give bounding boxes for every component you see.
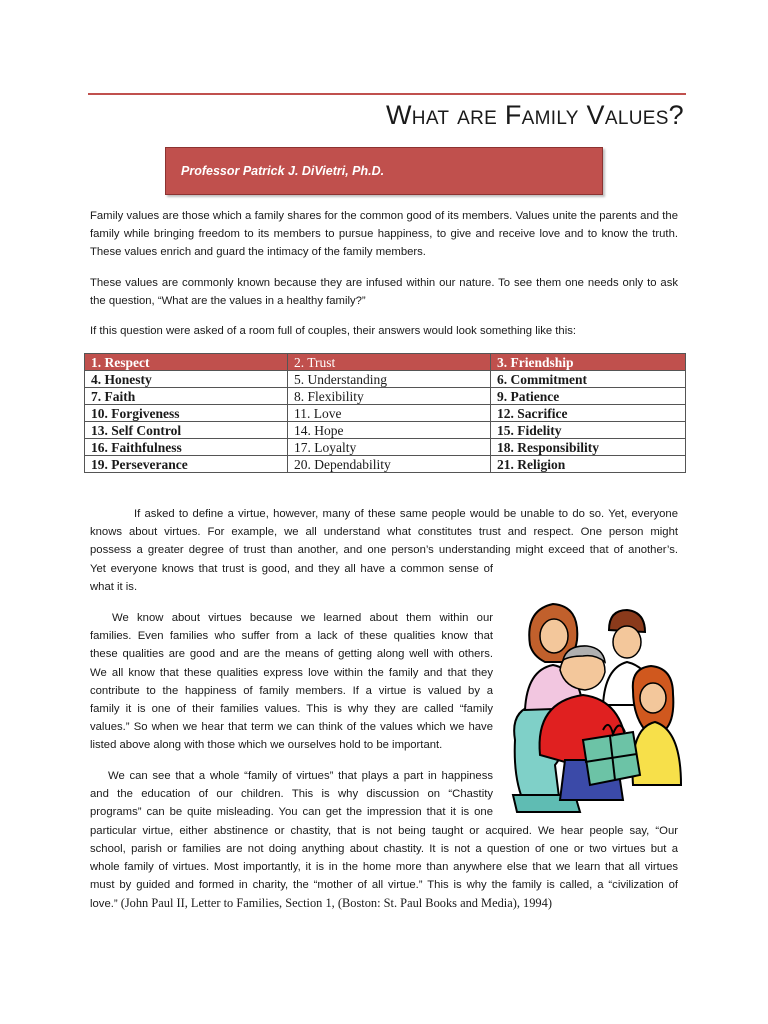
text-line: Yet everyone knows that trust is good, and they all have a common sense of [90,562,493,575]
table-cell: 11. Love [288,405,491,422]
family-clipart-icon [505,590,690,820]
table-row [85,405,686,422]
table-cell: 14. Hope [288,422,491,439]
table-cell: 12. Sacrifice [491,405,686,422]
table-cell: 3. Friendship [491,354,686,371]
text-line: values.” So when we hear that term we can think of the values which we have [90,721,493,734]
text-line: We can see that a whole “family of virtues” that plays a part in happiness [108,770,493,782]
text-line: whole family of virtues. Most importantly, it is in the home more than anywhere else that we learn that all virtues [90,861,678,874]
text-fragment: love.” [90,898,118,911]
paragraph-define-virtue [90,505,678,596]
table-cell: 8. Flexibility [288,388,491,405]
text-line: We know about virtues because we learned about them within our [112,612,493,624]
table-cell: 17. Loyalty [288,439,491,456]
text-line: these qualities are good and are the means of getting along well with others. [90,648,493,661]
text-line: We all know that these qualities express love within the family and that they [90,666,493,679]
table-cell: 21. Religion [491,456,686,473]
text-line: families. Even families who suffer from a lack of these qualities know that [90,630,493,643]
text-line: what it is. [90,580,138,593]
table-row [85,354,686,371]
table-cell: 1. Respect [85,354,288,371]
table-cell: 18. Responsibility [491,439,686,456]
table-row [85,388,686,405]
citation: (John Paul II, Letter to Families, Section 1, (Boston: St. Paul Books and Media), 1994) [117,896,552,911]
text-line: particular virtue, either abstinence or chastity, that is not being taught or acquired. We hear people say, “Our [90,824,678,837]
table-row [85,371,686,388]
values-table [84,353,686,473]
table-cell: 9. Patience [491,388,686,405]
text-line: knows about virtues. For example, we all understand what constitutes trust and respect. One person might [90,526,678,539]
table-cell: 13. Self Control [85,422,288,439]
table-row [85,439,686,456]
table-cell: 6. Commitment [491,371,686,388]
table-row [85,422,686,439]
table-cell: 7. Faith [85,388,288,405]
table-cell: 16. Faithfulness [85,439,288,456]
text-line: and the education of our children. This is why discussion on “Chastity [90,788,493,801]
paragraph-nature: These values are commonly known because they are infused within our nature. To see them one needs only to ask the question, “What are the values in a healthy family?” [90,277,678,308]
paragraph-question: If this question were asked of a room full of couples, their answers would look something like this: [90,325,577,337]
text-line: possess a greater degree of trust than another, and one person’s understanding might exceed that of another’s. [90,544,678,557]
header-rule [88,93,686,95]
text-line: programs” can be quite misleading. You can get the impression that it is one [90,806,493,819]
table-cell: 15. Fidelity [491,422,686,439]
text-line: If asked to define a virtue, however, many of these same people would be unable to do so. Yet, everyone [134,508,678,520]
text-line [90,894,678,913]
table-cell: 10. Forgiveness [85,405,288,422]
author-name: Professor Patrick J. DiVietri, Ph.D. [181,164,385,178]
author-banner [165,147,603,195]
table-cell: 5. Understanding [288,371,491,388]
text-line: listed above along with those which we ourselves hold to be important. [90,739,443,752]
table-cell: 19. Perseverance [85,456,288,473]
text-line: contribute to the happiness of family members. If a virtue is valued by a [90,684,493,697]
paragraph-intro: Family values are those which a family shares for the common good of its members. Values unite the parents and the family while bringing freedom to its members to pursue happiness, to give and receive love and to know the truth. These values enrich and guard the intimacy of the family members. [90,210,678,259]
text-line: must by guided and formed in charity, the “mother of all virtue.” This is why the family is called, a “civilization of [90,879,678,892]
table-cell: 4. Honesty [85,371,288,388]
table-cell: 20. Dependability [288,456,491,473]
table-row [85,456,686,473]
page-title: What are Family Values? [386,100,684,130]
text-line: school, parish or families are not doing anything about chastity. It is not a question of one or two virtues but a [90,842,678,855]
text-line: family it is one of their families values. This is why they are called “family [90,703,493,716]
table-cell: 2. Trust [288,354,491,371]
